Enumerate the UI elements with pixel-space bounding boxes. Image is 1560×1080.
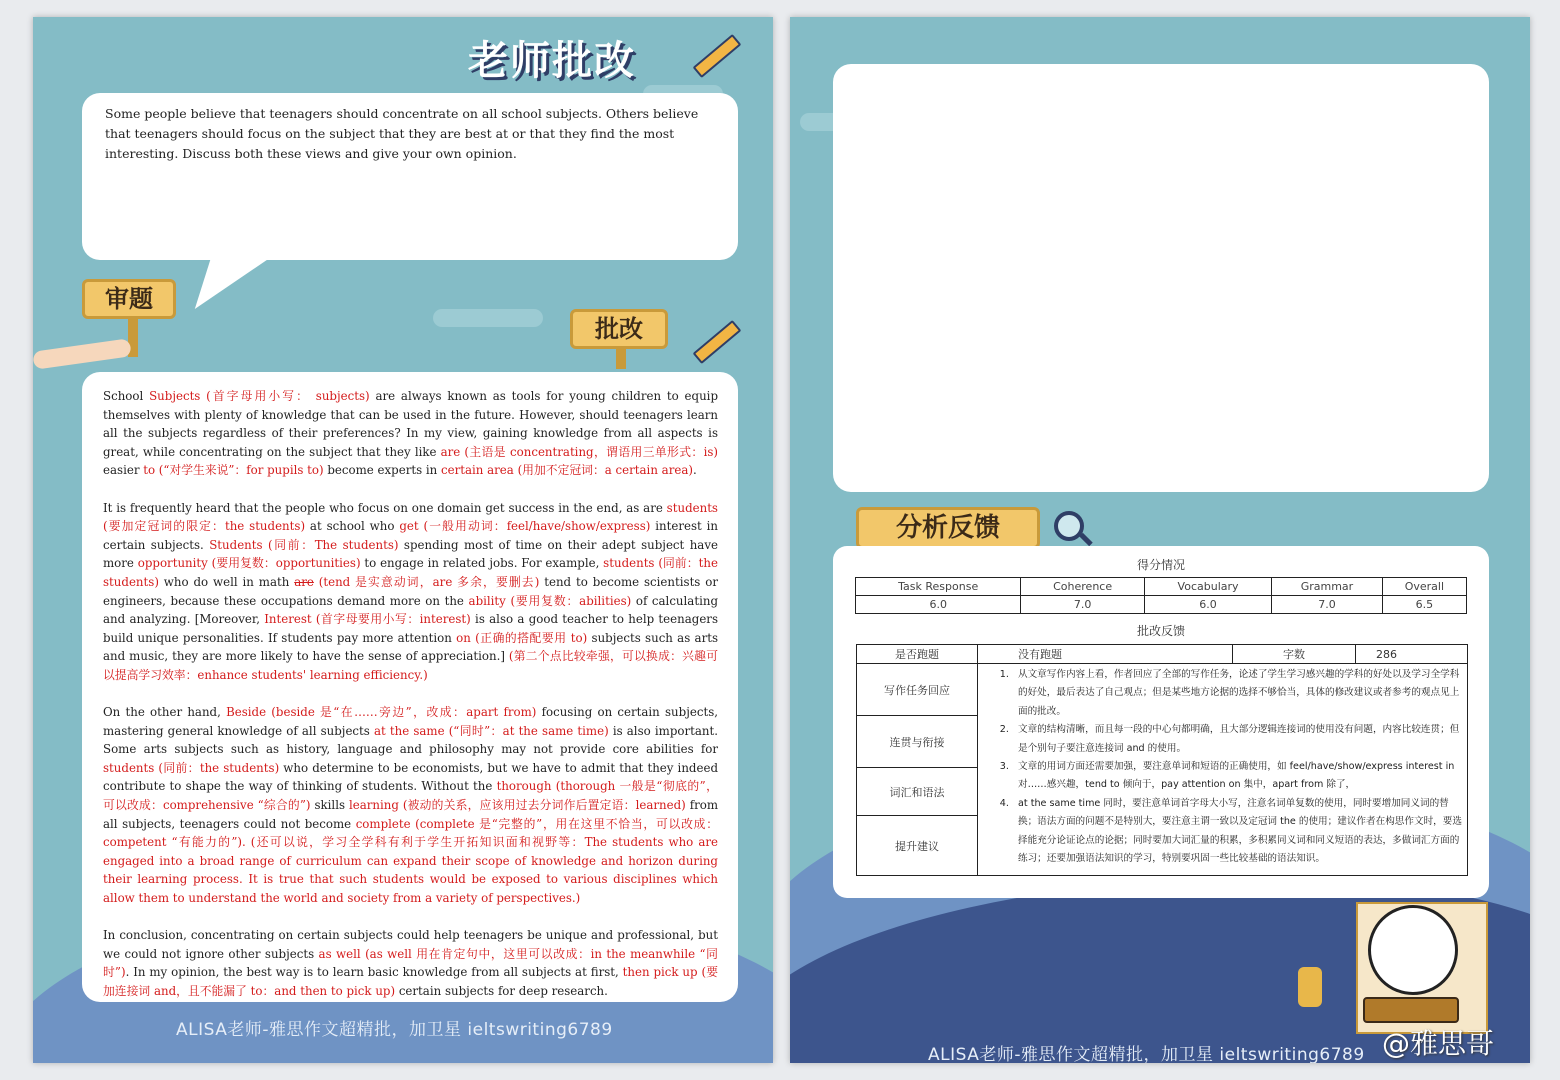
essay-text: who determine to be economists, but we have to admit that they indeed contribute to shape the way of thinking of students. Without the bbox=[103, 760, 718, 794]
emoji-face-icon bbox=[1368, 905, 1458, 995]
correction-annotation: at the same (“同时”：at the same time) bbox=[373, 723, 609, 738]
correction-annotation: Interest (首字母要用小写：interest) bbox=[264, 612, 471, 627]
essay-text: easier bbox=[103, 463, 144, 478]
essay-text: who do well in math bbox=[158, 574, 295, 589]
essay-text: is also important. Some arts subjects such as history, language and philosophy may not provide core abilities for bbox=[103, 723, 718, 757]
magnifier-handle bbox=[1079, 533, 1092, 546]
feedback-row-label: 连贯与衔接 bbox=[857, 716, 978, 768]
essay-text: tend to become scientists or engineers, because these occupations demand more on the bbox=[103, 574, 718, 608]
blank-card bbox=[833, 64, 1489, 492]
score-value: 6.0 bbox=[856, 596, 1021, 614]
essay-text: spending most of time on their adept subject have more bbox=[103, 537, 718, 571]
correction-page-left bbox=[33, 17, 773, 1063]
correction-annotation: students (要加定冠词的限定：the students) bbox=[103, 500, 718, 534]
feedback-row-label: 词汇和语法 bbox=[857, 768, 978, 816]
reading-person-illustration bbox=[1298, 967, 1322, 1007]
score-value: 6.0 bbox=[1144, 596, 1271, 614]
essay-body bbox=[82, 372, 738, 1001]
pencil-icon bbox=[693, 320, 742, 364]
pencil-icon bbox=[693, 34, 742, 78]
correction-annotation: (tend 是实意动词，are 多余，要删去) bbox=[313, 574, 540, 589]
speech-bubble-tail bbox=[175, 257, 271, 309]
correction-annotation: Students (同前：The students) bbox=[209, 537, 399, 552]
word-count-value: 286 bbox=[1356, 645, 1468, 664]
prompt-card bbox=[82, 93, 738, 260]
word-count-label: 字数 bbox=[1233, 645, 1356, 664]
essay-text: In conclusion, concentrating on certain subjects could help teenagers be unique and professional, but we could not ignore other subjects bbox=[103, 928, 718, 961]
feedback-row-label: 提升建议 bbox=[857, 816, 978, 876]
essay-text: from all subjects, teenagers could not become bbox=[103, 798, 719, 831]
correct-sign: 批改 bbox=[570, 309, 668, 349]
analysis-sign: 分析反馈 bbox=[856, 507, 1040, 549]
essay-text: are always known as tools for young children to equip themselves with plenty of knowledge that can be used in the future. However, should teenagers learn all the subjects regardless of their preferences? In my view, gaining knowledge from all aspects is great, while concentrating on the subject that they like bbox=[103, 389, 718, 459]
score-header: Overall bbox=[1382, 578, 1466, 596]
feedback-row-label: 写作任务回应 bbox=[857, 664, 978, 716]
essay-paragraph-1 bbox=[103, 387, 718, 480]
correction-annotation: are (主语是 concentrating，谓语用三单形式：is) bbox=[440, 444, 718, 459]
correction-annotation: complete (complete 是“完整的”，用在这里不恰当，可以改成：competent “有能力的”). (还可以说，学习全学科有利于学生开拓知识面和视野等：The students who are engaged into a broad range of curriculum can expand their scope of knowledge and horizon during their learning process. It is true that such students would be exposed to various disciplines which allow them to understand the world and society from a variety of perspectives.) bbox=[103, 816, 719, 906]
score-value: 7.0 bbox=[1021, 596, 1144, 614]
essay-prompt: Some people believe that teenagers should concentrate on all school subjects. Others believe that teenagers should focus on the subject that they are best at or that they find the most interesting. Discuss both these views and give your own opinion. bbox=[105, 106, 699, 161]
essay-text: . bbox=[692, 463, 697, 478]
cloud-decoration bbox=[433, 309, 543, 327]
essay-text: skills bbox=[310, 798, 349, 813]
feedback-heading: 批改反馈 bbox=[1136, 624, 1185, 638]
essay-paragraph-2 bbox=[103, 499, 718, 685]
essay-text: School bbox=[103, 389, 150, 403]
essay-text: focusing on certain subjects, mastering general knowledge of all subjects bbox=[103, 705, 718, 738]
essay-card bbox=[82, 372, 738, 1002]
correction-annotation: Beside (beside 是“在……旁边”，改成：apart from) bbox=[226, 705, 537, 720]
essay-text: of calculating and analyzing. [Moreover, bbox=[103, 593, 719, 627]
feedback-page-right bbox=[790, 17, 1530, 1063]
feedback-content bbox=[978, 664, 1468, 876]
essay-text: at school who bbox=[305, 519, 400, 534]
score-header: Coherence bbox=[1021, 578, 1144, 596]
weibo-watermark: @雅思哥 bbox=[1382, 1027, 1495, 1060]
feedback-item: 1. 从文章写作内容上看，作者回应了全部的写作任务，论述了学生学习感兴趣的学科的好处以及学习全学科的好处，最后表达了自己观点；但是某些地方论据的选择不够恰当，具体的修改建议或者参考的观点见上面的批改。 bbox=[1012, 666, 1463, 721]
feedback-card bbox=[833, 546, 1489, 898]
score-value: 7.0 bbox=[1272, 596, 1382, 614]
score-table bbox=[855, 577, 1467, 614]
review-sign: 审题 bbox=[82, 279, 176, 319]
correction-annotation: on (正确的搭配要用 to) bbox=[456, 630, 588, 645]
off-topic-label: 是否跑题 bbox=[857, 645, 978, 664]
essay-text: certain subjects for deep research. bbox=[395, 984, 608, 998]
correction-annotation: then pick up (要加连接词 and，且不能漏了 to：and then to pick up) bbox=[103, 965, 719, 998]
feedback-list bbox=[978, 666, 1463, 868]
score-value: 6.5 bbox=[1382, 596, 1466, 614]
score-header: Vocabulary bbox=[1144, 578, 1271, 596]
score-heading: 得分情况 bbox=[1136, 558, 1185, 572]
score-header: Grammar bbox=[1272, 578, 1382, 596]
essay-text: interest in certain subjects. bbox=[103, 519, 718, 552]
correction-annotation: get (一般用动词：feel/have/show/express) bbox=[399, 519, 651, 534]
correction-annotation: opportunity (要用复数：opportunities) bbox=[137, 556, 361, 571]
essay-text: is also a good teacher to help teenagers build unique personalities. If students pay more attention bbox=[103, 612, 718, 645]
hand-decoration bbox=[33, 338, 132, 369]
deleted-word: are bbox=[294, 574, 314, 589]
footer-text: ALISA老师-雅思作文超精批，加卫星 ieltswriting6789 bbox=[928, 1045, 1365, 1063]
correction-annotation: as well (as well 用在肯定句中，这里可以改成：in the meanwhile “同时”) bbox=[103, 946, 718, 980]
correction-annotation: to (“对学生来说”：for pupils to) bbox=[143, 463, 324, 478]
essay-text: On the other hand, bbox=[103, 705, 227, 720]
correction-annotation: thorough (thorough 一般是“彻底的”，可以改成：comprehensive “综合的”) bbox=[103, 779, 718, 813]
correction-annotation: (第二个点比较牵强，可以换成：兴趣可以提高学习效率：enhance students' learning efficiency.) bbox=[103, 649, 718, 682]
essay-text: It is frequently heard that the people who focus on one domain get success in the end, as are bbox=[103, 500, 667, 515]
essay-text: . In my opinion, the best way is to learn basic knowledge from all subjects at first, bbox=[125, 965, 623, 980]
feedback-table bbox=[856, 644, 1468, 876]
essay-paragraph-4 bbox=[103, 926, 718, 1000]
wooden-table-illustration bbox=[1363, 997, 1459, 1023]
correction-annotation: certain area (用加不定冠词：a certain area) bbox=[441, 463, 693, 478]
correction-annotation: ability (要用复数：abilities) bbox=[468, 593, 632, 608]
correction-annotation: students (同前：the students) bbox=[103, 760, 280, 775]
feedback-item: 2. 文章的结构清晰，而且每一段的中心句都明确，且大部分逻辑连接词的使用没有问题，内容比较连贯；但是个别句子要注意连接词 and 的使用。 bbox=[1012, 721, 1463, 758]
footer-text: ALISA老师-雅思作文超精批，加卫星 ieltswriting6789 bbox=[176, 1020, 613, 1040]
essay-text: become experts in bbox=[323, 463, 442, 478]
essay-text: subjects such as arts and music, they are more likely to have the sense of appreciation.] bbox=[103, 630, 719, 664]
essay-paragraph-3 bbox=[103, 703, 718, 908]
correction-annotation: learning (被动的关系，应该用过去分词作后置定语：learned) bbox=[348, 798, 686, 813]
essay-text: to engage in related jobs. For example, bbox=[360, 556, 604, 571]
feedback-item: 3. 文章的用词方面还需要加强，要注意单词和短语的正确使用，如 feel/have/show/express interest in 对……感兴趣，tend to 倾向于，pay attention on 集中，apart from 除了， bbox=[1012, 758, 1463, 795]
score-header: Task Response bbox=[856, 578, 1021, 596]
page-title: 老师批改 bbox=[468, 38, 636, 84]
correction-annotation: Subjects (首字母用小写： subjects) bbox=[149, 389, 370, 403]
feedback-item: 4. at the same time 同时，要注意单词首字母大小写，注意名词单复数的使用，同时要增加同义词的替换；语法方面的问题不是特别大，要注意主谓一致以及定冠词 the 的使用；建议作者在构思作文时，要选择能充分论证论点的论据；同时要加大词汇量的积累，多积累同义词和同义短语的表达，多做词汇方面的练习；还要加强语法知识的学习，特别要巩固一些比较基础的语法知识。 bbox=[1012, 795, 1463, 869]
off-topic-value: 没有跑题 bbox=[978, 645, 1233, 664]
correction-annotation: students (同前：the students) bbox=[103, 556, 718, 589]
